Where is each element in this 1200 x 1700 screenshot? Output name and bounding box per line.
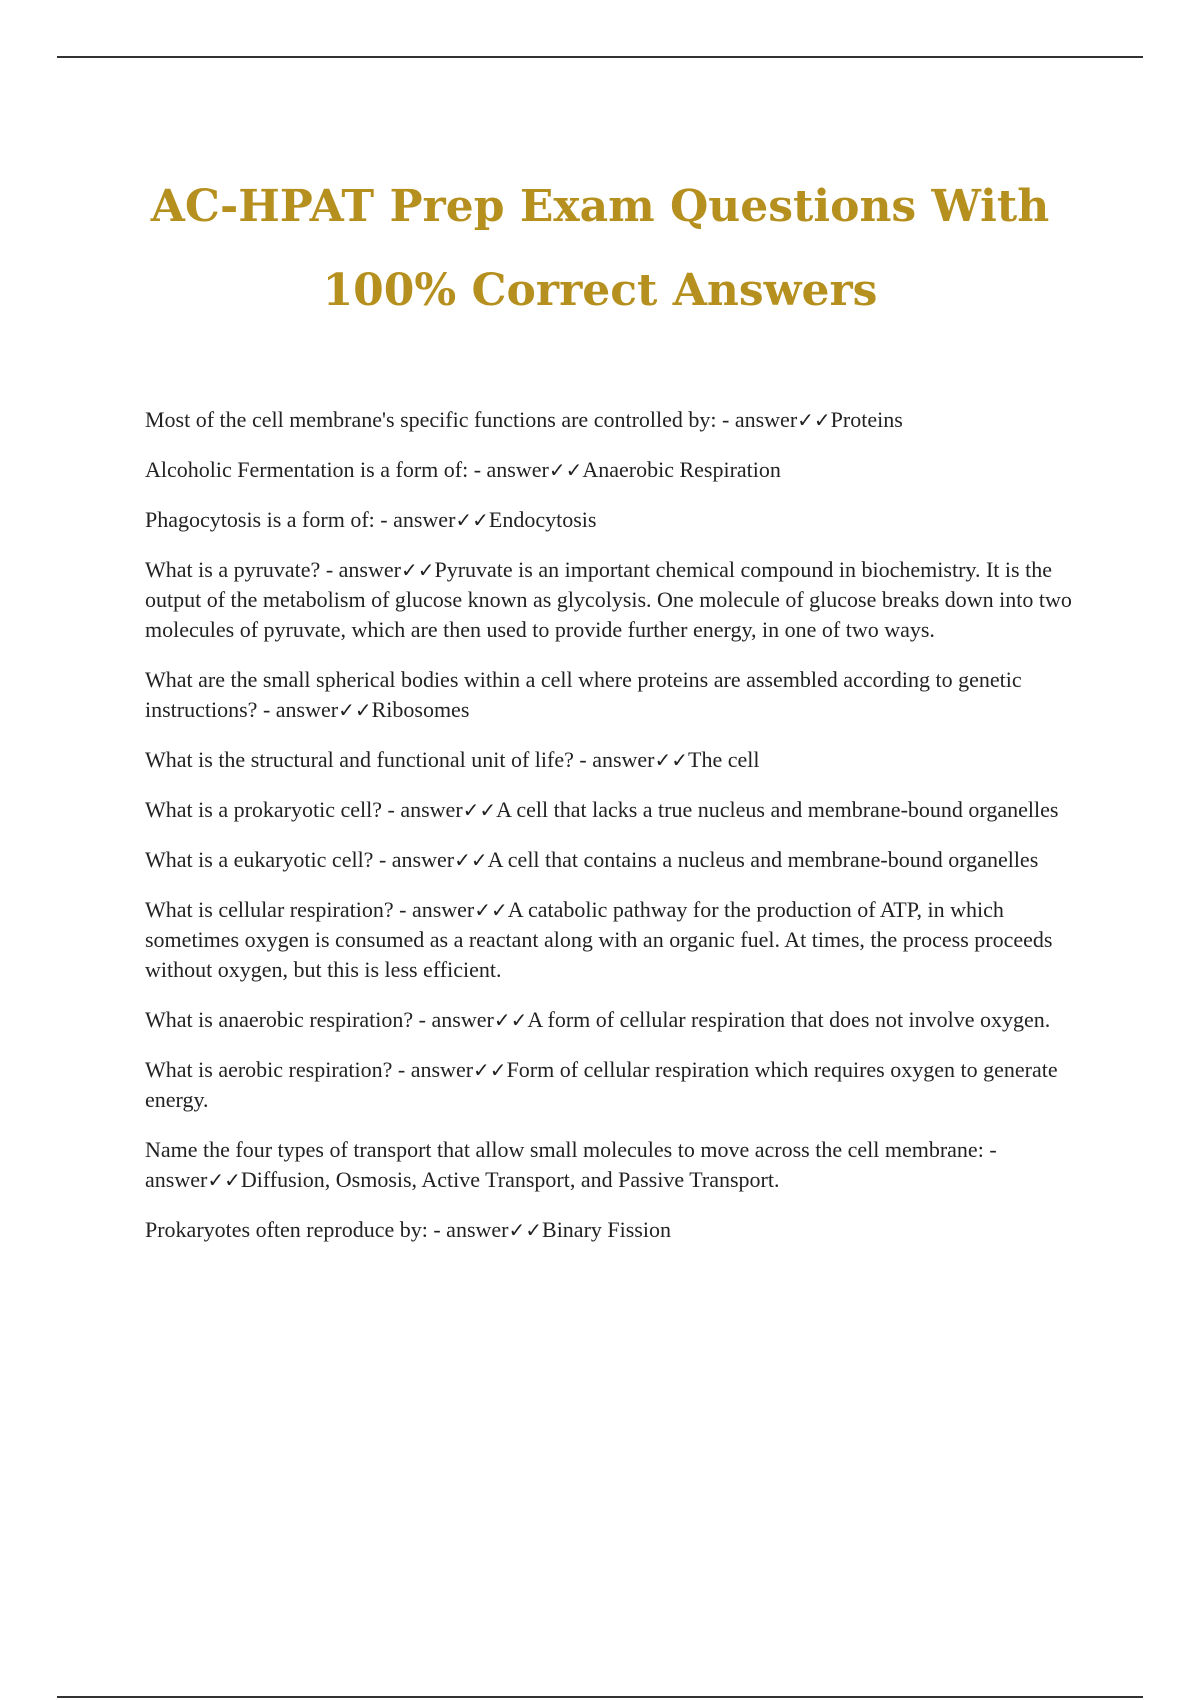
qa-item: [145, 455, 1090, 485]
answer-separator: - answer: [393, 897, 475, 922]
question-text: Prokaryotes often reproduce by:: [145, 1217, 428, 1242]
answer-text: Pyruvate is an important chemical compound in biochemistry. It is the output of the metabolism of glucose known as glycolysis. One molecule of glucose breaks down into two molecules of pyruvate, which are then used to provide further energy, in one of two ways.: [145, 557, 1072, 642]
checkmark-icon: ✓✓: [338, 698, 372, 722]
checkmark-icon: ✓✓: [207, 1168, 241, 1192]
question-text: Name the four types of transport that allow small molecules to move across the cell membrane:: [145, 1137, 984, 1162]
answer-separator: - answer: [382, 797, 463, 822]
checkmark-icon: ✓✓: [455, 508, 489, 532]
question-text: What is anaerobic respiration?: [145, 1007, 414, 1032]
answer-text: Form of cellular respiration which requires oxygen to generate energy.: [145, 1057, 1058, 1112]
answer-separator: - answer: [427, 1217, 509, 1242]
question-text: Phagocytosis is a form of:: [145, 507, 375, 532]
answer-text: Anaerobic Respiration: [582, 457, 781, 482]
question-text: Most of the cell membrane's specific functions are controlled by:: [145, 407, 717, 432]
qa-list: [145, 405, 1090, 1265]
checkmark-icon: ✓✓: [508, 1218, 543, 1242]
qa-item: [145, 405, 1090, 435]
answer-text: Binary Fission: [542, 1217, 671, 1242]
title-line-2: 100% Correct Answers: [322, 265, 878, 316]
answer-separator: - answer: [716, 407, 798, 432]
question-text: What is the structural and functional unit of life?: [145, 747, 574, 772]
bottom-rule: [57, 1696, 1143, 1698]
answer-text: Ribosomes: [371, 697, 470, 722]
checkmark-icon: ✓✓: [473, 1058, 507, 1082]
answer-separator: - answer: [573, 747, 655, 772]
answer-separator: - answer: [468, 457, 549, 482]
top-rule: [57, 56, 1143, 58]
qa-item: [145, 1135, 1090, 1195]
answer-text: Proteins: [830, 407, 903, 432]
answer-text: A cell that contains a nucleus and membrane-bound organelles: [487, 847, 1039, 872]
answer-text: Diffusion, Osmosis, Active Transport, and Passive Transport.: [240, 1167, 780, 1192]
checkmark-icon: ✓✓: [548, 458, 583, 482]
qa-item: [145, 505, 1090, 535]
checkmark-icon: ✓✓: [654, 748, 689, 772]
qa-item: [145, 895, 1090, 985]
question-text: What is a prokaryotic cell?: [145, 797, 383, 822]
checkmark-icon: ✓✓: [474, 898, 508, 922]
answer-text: A cell that lacks a true nucleus and membrane-bound organelles: [496, 797, 1059, 822]
qa-item: [145, 1215, 1090, 1245]
checkmark-icon: ✓✓: [454, 848, 488, 872]
question-text: What is aerobic respiration?: [145, 1057, 393, 1082]
qa-item: [145, 1005, 1090, 1035]
answer-separator: - answer: [374, 507, 456, 532]
answer-separator: - answer: [392, 1057, 474, 1082]
qa-item: [145, 845, 1090, 875]
answer-separator: - answer: [413, 1007, 494, 1032]
answer-text: The cell: [688, 747, 760, 772]
answer-text: Endocytosis: [488, 507, 597, 532]
answer-separator: - answer: [320, 557, 401, 582]
qa-item: [145, 555, 1090, 645]
checkmark-icon: ✓✓: [797, 408, 831, 432]
qa-item: [145, 665, 1090, 725]
answer-separator: - answer: [145, 1137, 997, 1192]
qa-item: [145, 745, 1090, 775]
page-title: [100, 165, 1100, 333]
answer-separator: - answer: [373, 847, 455, 872]
checkmark-icon: ✓✓: [400, 558, 435, 582]
answer-separator: - answer: [257, 697, 339, 722]
answer-text: A catabolic pathway for the production of ATP, in which sometimes oxygen is consumed as a reactant along with an organic fuel. At times, the process proceeds without oxygen, but this is less efficient.: [145, 897, 1053, 982]
qa-item: [145, 1055, 1090, 1115]
question-text: Alcoholic Fermentation is a form of:: [145, 457, 469, 482]
question-text: What is a eukaryotic cell?: [145, 847, 374, 872]
checkmark-icon: ✓✓: [462, 798, 497, 822]
question-text: What is a pyruvate?: [145, 557, 321, 582]
qa-item: [145, 795, 1090, 825]
answer-text: A form of cellular respiration that does not involve oxygen.: [527, 1007, 1051, 1032]
title-line-1: AC-HPAT Prep Exam Questions With: [150, 181, 1050, 232]
question-text: What is cellular respiration?: [145, 897, 394, 922]
checkmark-icon: ✓✓: [493, 1008, 528, 1032]
question-text: What are the small spherical bodies within a cell where proteins are assembled according to genetic instructions?: [145, 667, 1022, 722]
